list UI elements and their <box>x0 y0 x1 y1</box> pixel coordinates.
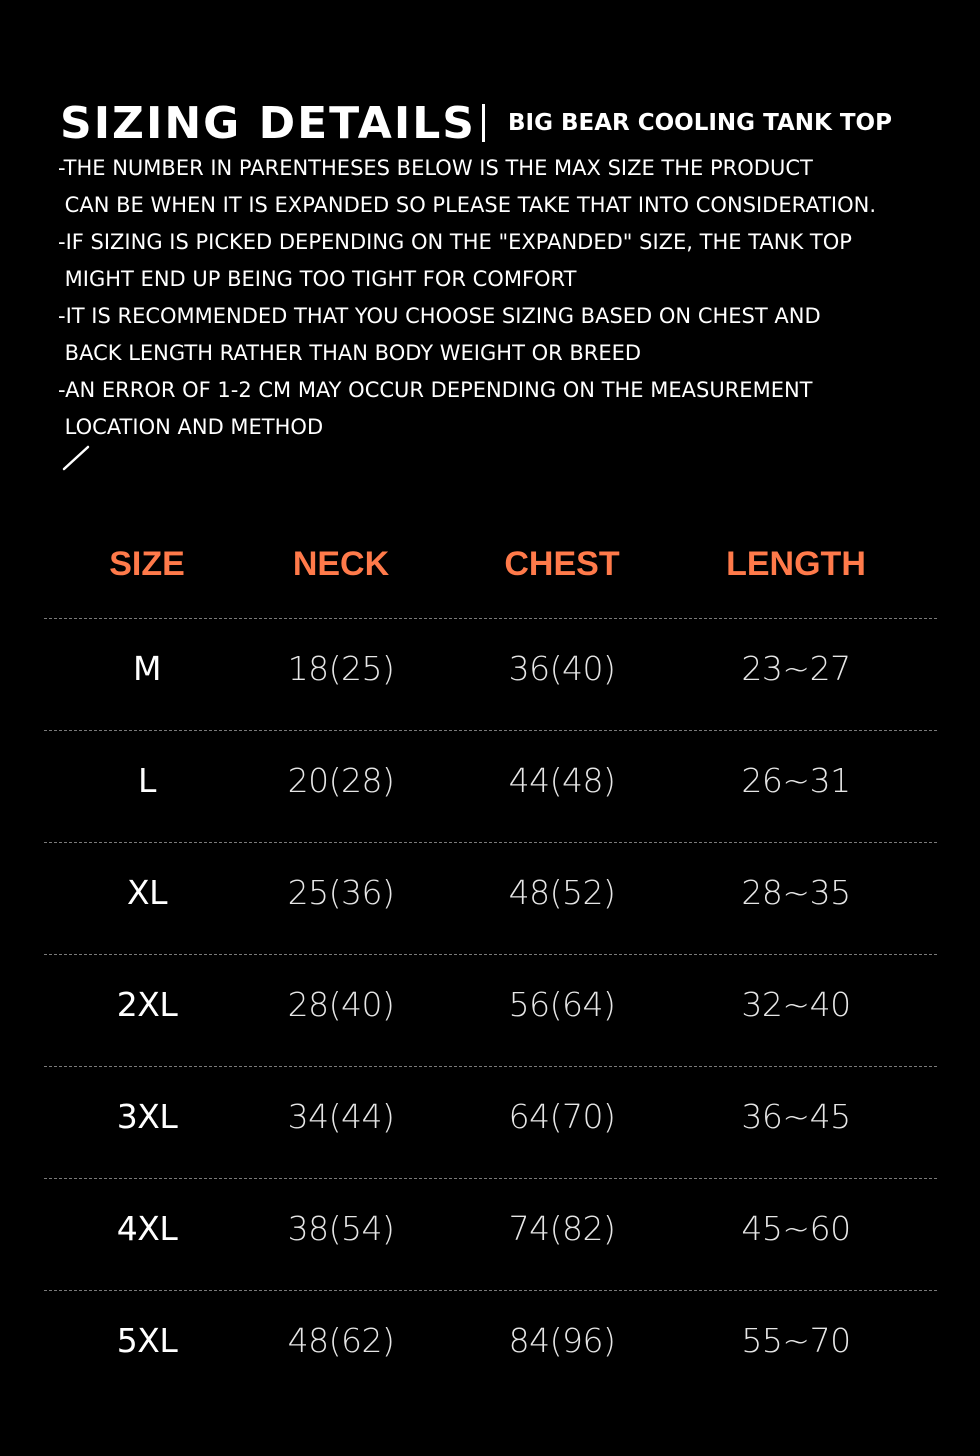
cell-chest: 48(52) <box>508 873 616 912</box>
note-line: CAN BE WHEN IT IS EXPANDED SO PLEASE TAKE THAT INTO CONSIDERATION. <box>58 193 877 217</box>
cell-neck: 34(44) <box>287 1097 395 1136</box>
note-line: -THE NUMBER IN PARENTHESES BELOW IS THE MAX SIZE THE PRODUCT <box>58 156 813 180</box>
column-header-neck: NECK <box>292 545 390 583</box>
cell-length: 26~31 <box>741 761 851 800</box>
table-row <box>44 618 937 730</box>
table-header <box>44 530 937 618</box>
cell-neck: 18(25) <box>287 649 395 688</box>
size-table <box>44 530 937 1402</box>
table-row <box>44 842 937 954</box>
cell-neck: 28(40) <box>287 985 395 1024</box>
cell-neck: 48(62) <box>287 1321 395 1360</box>
cell-length: 36~45 <box>741 1097 851 1136</box>
product-name: BIG BEAR COOLING TANK TOP <box>508 110 892 136</box>
sizing-notes <box>58 150 958 446</box>
cell-chest: 84(96) <box>508 1321 616 1360</box>
cell-neck: 38(54) <box>287 1209 395 1248</box>
table-body <box>44 618 937 1402</box>
column-header-length: LENGTH <box>726 545 866 583</box>
cell-size: 5XL <box>116 1321 178 1360</box>
cell-length: 32~40 <box>741 985 851 1024</box>
header <box>60 98 960 154</box>
cell-size: L <box>138 761 156 800</box>
note-line: MIGHT END UP BEING TOO TIGHT FOR COMFORT <box>58 267 577 291</box>
table-row <box>44 1066 937 1178</box>
table-row <box>44 1178 937 1290</box>
page-title: SIZING DETAILS <box>60 98 476 149</box>
table-row <box>44 730 937 842</box>
note-line: -AN ERROR OF 1-2 CM MAY OCCUR DEPENDING ON THE MEASUREMENT <box>58 378 813 402</box>
cell-neck: 20(28) <box>287 761 395 800</box>
cell-size: 4XL <box>116 1209 178 1248</box>
cell-length: 28~35 <box>741 873 851 912</box>
slash-decoration <box>62 444 92 472</box>
note-line: LOCATION AND METHOD <box>58 415 324 439</box>
cell-chest: 36(40) <box>508 649 616 688</box>
cell-size: 2XL <box>116 985 178 1024</box>
note-line: -IT IS RECOMMENDED THAT YOU CHOOSE SIZING BASED ON CHEST AND <box>58 304 821 328</box>
cell-size: XL <box>127 873 167 912</box>
cell-chest: 44(48) <box>508 761 616 800</box>
cell-size: M <box>133 649 161 688</box>
cell-chest: 56(64) <box>508 985 616 1024</box>
cell-neck: 25(36) <box>287 873 395 912</box>
cell-chest: 64(70) <box>508 1097 616 1136</box>
title-divider <box>482 104 485 142</box>
cell-length: 45~60 <box>741 1209 851 1248</box>
column-header-chest: CHEST <box>504 545 620 583</box>
note-line: -IF SIZING IS PICKED DEPENDING ON THE "EXPANDED" SIZE, THE TANK TOP <box>58 230 852 254</box>
cell-size: 3XL <box>116 1097 178 1136</box>
cell-length: 55~70 <box>741 1321 851 1360</box>
note-line: BACK LENGTH RATHER THAN BODY WEIGHT OR BREED <box>58 341 642 365</box>
table-row <box>44 954 937 1066</box>
cell-chest: 74(82) <box>508 1209 616 1248</box>
column-header-size: SIZE <box>109 545 185 583</box>
cell-length: 23~27 <box>741 649 851 688</box>
table-row <box>44 1290 937 1402</box>
